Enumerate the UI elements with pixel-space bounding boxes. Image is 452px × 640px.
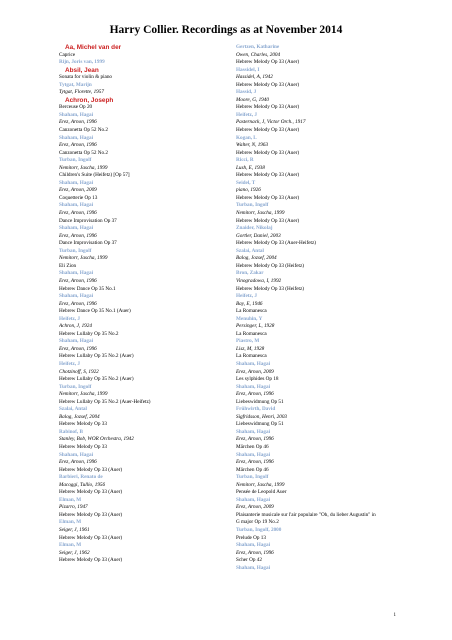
work-title: Hebrew Melody Op 33 (Auer): [236, 149, 300, 156]
work-title: Hebrew Melody Op 33 (Auer): [59, 489, 123, 496]
work-title: Hebrew Melody Op 33 (Auer): [59, 557, 123, 564]
accompanist-details: Pizarro, 1947: [59, 504, 88, 511]
accompanist-details: Erez, Arnon, 1996: [236, 459, 274, 466]
performer-name: Szalai, Antal: [59, 406, 87, 413]
accompanist-details: Erez, Arnon, 1996: [59, 459, 97, 466]
page-number: 1: [393, 613, 396, 618]
work-title: La Romanesca: [236, 330, 267, 337]
accompanist-details: Nemitorr, Jascha, 1999: [59, 164, 108, 171]
performer-name: Elman, M: [59, 542, 82, 549]
accompanist-details: Erez, Arnon, 2009: [236, 504, 274, 511]
performer-name: Kogan, L: [236, 134, 257, 141]
accompanist-details: Nemitorr, Jascha, 1999: [236, 481, 285, 488]
performer-name: Shaham, Hagai: [59, 270, 94, 277]
performer-name: Shaham, Hagai: [236, 542, 271, 549]
performer-name: Rijn, Joris van, 1999: [59, 59, 105, 66]
composer-heading: Absil, Jean: [65, 66, 99, 74]
composer-heading: Aa, Michel van der: [65, 44, 122, 51]
performer-name: Seidel, T: [236, 179, 256, 186]
work-title: Scher Op 42: [236, 557, 262, 564]
performer-name: Shaham, Hagai: [59, 134, 94, 141]
work-title: Hebrew Melody Op 33 (Auer): [59, 511, 123, 518]
accompanist-details: Lush, E, 1938: [236, 164, 265, 171]
work-title: Hebrew Melody Op 33 (Auer): [236, 127, 300, 134]
work-title: Hebrew Melody Op 33 (Auer): [236, 172, 300, 179]
work-title: Hebrew Lullaby Op 35 No.2 (Auer-Heifetz): [59, 398, 151, 405]
work-title: Hebrew Dance Op 35 No.1: [59, 285, 116, 292]
work-title: Berceuse Op 20: [59, 104, 93, 111]
work-title: Sonata for violin & piano: [59, 74, 113, 81]
accompanist-details: Tytgat, Florette, 1957: [59, 89, 104, 96]
performer-name: Frühwirth, David: [236, 406, 276, 413]
performer-name: Shaham, Hagai: [59, 111, 94, 118]
accompanist-details: Moore, G, 1940: [236, 96, 269, 103]
performer-name: Shaham, Hagai: [59, 202, 94, 209]
accompanist-details: Persinger, L, 1928: [236, 323, 275, 330]
accompanist-details: Seiger, J, 1961: [59, 527, 90, 533]
accompanist-details: Achron, J, 1924: [59, 323, 92, 330]
work-title: Hebrew Lullaby Op 35 No.2 (Auer): [59, 353, 134, 360]
work-title: Coquetterie Op 13: [59, 194, 98, 201]
performer-name: Turban, Ingolf: [236, 474, 269, 481]
performer-name: Turban, Ingolf: [59, 247, 92, 254]
work-title: G major Op 19 No.2: [236, 519, 279, 526]
performer-name: Turban, Ingolf: [236, 202, 269, 209]
accompanist-details: piano, 1926: [236, 187, 261, 194]
work-title: Hebrew Melody Op 33 (Auer): [236, 194, 300, 201]
performer-name: Heifetz, J: [236, 293, 258, 300]
work-title: Canzonetta Op 52 No.2: [59, 149, 108, 156]
performer-name: Turban, Ingolf: [59, 383, 92, 390]
document-title: Harry Collier. Recordings as at November 2014: [109, 24, 343, 36]
accompanist-details: Erez, Arnon, 1996: [236, 549, 274, 556]
work-title: Hebrew Melody Op 33 (Auer-Heifetz): [236, 240, 316, 247]
accompanist-details: Bay, E, 1946: [236, 300, 263, 307]
work-title: Hebrew Melody Op 33 (Auer): [236, 81, 300, 88]
performer-name: Menuhin, Y: [236, 315, 263, 322]
work-title: Eli Zion: [59, 262, 77, 269]
accompanist-details: Erez, Arnon, 1996: [59, 277, 97, 284]
work-title: Hebrew Melody Op 33 (Auer): [236, 104, 300, 111]
work-title: La Romanesca: [236, 353, 267, 360]
work-title: Pensée de Leopold Auer: [236, 489, 287, 496]
work-title: Liebeswidmung Op 51: [236, 421, 284, 428]
accompanist-details: Macoggi, Tullio, 1956: [59, 481, 106, 488]
work-title: Dance Improvisation Op 37: [59, 240, 117, 247]
accompanist-details: Hassidel, A, 1942: [236, 74, 273, 81]
performer-name: Bron, Zakar: [236, 270, 264, 277]
work-title: Caprice: [59, 51, 76, 58]
accompanist-details: Nemitorr, Jascha, 1999: [236, 210, 285, 217]
performer-name: Piastro, M: [236, 338, 260, 345]
performer-name: Shaham, Hagai: [236, 496, 271, 503]
work-title: Les sylphides Op 18: [236, 376, 279, 383]
work-title: Märchen Op 46: [236, 443, 269, 450]
performer-name: Turban, Ingolf, 2000: [236, 527, 282, 533]
performer-name: Shaham, Hagai: [59, 293, 94, 300]
work-title: Prelude Op 13: [236, 534, 266, 541]
performer-name: Elman, M: [59, 519, 82, 526]
accompanist-details: Erez, Arnon, 1996: [59, 345, 97, 352]
accompanist-details: Erez, Arnon, 1996: [59, 300, 97, 307]
left-column: [59, 44, 229, 565]
accompanist-details: Nemitorr, Jascha, 1999: [59, 391, 108, 398]
work-title: Children's Suite (Heifetz) [Op 57]: [59, 172, 130, 179]
work-title: Hebrew Dance Op 35 No.1 (Auer): [59, 308, 131, 315]
performer-name: Hassid, J: [236, 89, 257, 96]
performer-name: Shaham, Hagai: [236, 451, 271, 458]
accompanist-details: Erez, Arnon, 1996: [236, 391, 274, 398]
accompanist-details: Chotzinoff, S, 1922: [59, 368, 99, 375]
accompanist-details: Erez, Arnon, 1996: [236, 436, 274, 443]
performer-name: Znaider, Nikolaj: [236, 225, 273, 232]
work-title: Hebrew Lullaby Op 35 No.2: [59, 330, 119, 337]
performer-name: Shaham, Hagai: [236, 428, 271, 435]
accompanist-details: Pasternack, J, Victor Orch., 1917: [236, 119, 306, 126]
work-title: Hebrew Melody Op 33 (Auer): [236, 217, 300, 224]
work-title: Hebrew Melody Op 33 (Auer): [59, 534, 123, 541]
work-title: La Romanesca: [236, 308, 267, 315]
work-title: Hebrew Melody Op 33 (Heifetz): [236, 285, 304, 292]
accompanist-details: Erez, Arnon, 2009: [236, 368, 274, 375]
accompanist-details: Owen, Charles, 2004: [236, 51, 281, 58]
accompanist-details: Balog, Jozsef, 2004: [59, 413, 100, 420]
work-title: Plaisanterie musicale sur l'air populaire "Oh, du lieber Augustin" in: [236, 511, 376, 518]
performer-name: Tytgat, Marijn: [59, 81, 92, 88]
work-title: Hebrew Melody Op 33 (Heifetz): [236, 262, 304, 269]
accompanist-details: Erez, Arnon, 1996: [59, 232, 97, 239]
performer-name: Shaham, Hagai: [59, 179, 94, 186]
performer-name: Gertzen, Katharine: [236, 44, 280, 50]
performer-name: Heifetz, J: [59, 315, 81, 322]
performer-name: Shaham, Hagai: [59, 451, 94, 458]
work-title: Märchen Op 46: [236, 466, 269, 473]
performer-name: Hassidel, I: [236, 66, 260, 73]
accompanist-details: Sigfridsson, Henri, 2003: [236, 413, 288, 420]
performer-name: Shaham, Hagai: [236, 383, 271, 390]
performer-name: Shaham, Hagai: [236, 564, 271, 571]
performer-name: Shaham, Hagai: [59, 225, 94, 232]
accompanist-details: Erez, Arnon, 1996: [59, 119, 97, 126]
accompanist-details: Stanley, Bob, WOR Orchestra, 1942: [59, 436, 134, 443]
performer-name: Shaham, Hagai: [59, 338, 94, 345]
work-title: Dance Improvisation Op 37: [59, 217, 117, 224]
work-title: Canzonetta Op 52 No.2: [59, 127, 108, 134]
performer-name: Heifetz, J: [236, 111, 258, 118]
accompanist-details: Seiger, J, 1962: [59, 549, 90, 556]
performer-name: Rabinof, B: [59, 428, 83, 435]
work-title: Hebrew Melody Op 33: [59, 443, 107, 450]
accompanist-details: Gortler, Daniel, 2003: [236, 232, 281, 239]
accompanist-details: Lisz, M, 1928: [236, 345, 265, 352]
work-title: Hebrew Melody Op 33: [59, 421, 107, 428]
work-title: Hebrew Lullaby Op 35 No.2 (Auer): [59, 376, 134, 383]
work-title: Liebeswidmung Op 51: [236, 398, 284, 405]
accompanist-details: Erez, Arnon, 1996: [59, 142, 97, 149]
right-column: [236, 44, 406, 572]
performer-name: Shaham, Hagai: [236, 360, 271, 367]
performer-name: Heifetz, J: [59, 360, 81, 367]
composer-heading: Achron, Joseph: [65, 96, 114, 104]
work-title: Hebrew Melody Op 33 (Auer): [59, 466, 123, 473]
performer-name: Szalai, Antal: [236, 247, 264, 254]
accompanist-details: Nemitorr, Jascha, 1999: [59, 255, 108, 262]
accompanist-details: Walter, N, 1963: [236, 142, 269, 149]
accompanist-details: Erez, Arnon, 2009: [59, 187, 97, 194]
performer-name: Ricci, R: [236, 157, 254, 164]
accompanist-details: Balog, Jozsef, 2004: [236, 255, 277, 262]
performer-name: Elman, M: [59, 496, 82, 503]
performer-name: Turban, Ingolf: [59, 157, 92, 164]
work-title: Hebrew Melody Op 33 (Auer): [236, 59, 300, 66]
accompanist-details: Vinogradowa, I, 1992: [236, 277, 282, 284]
performer-name: Barbieri, Renato de: [59, 474, 103, 481]
accompanist-details: Erez, Arnon, 1996: [59, 210, 97, 217]
